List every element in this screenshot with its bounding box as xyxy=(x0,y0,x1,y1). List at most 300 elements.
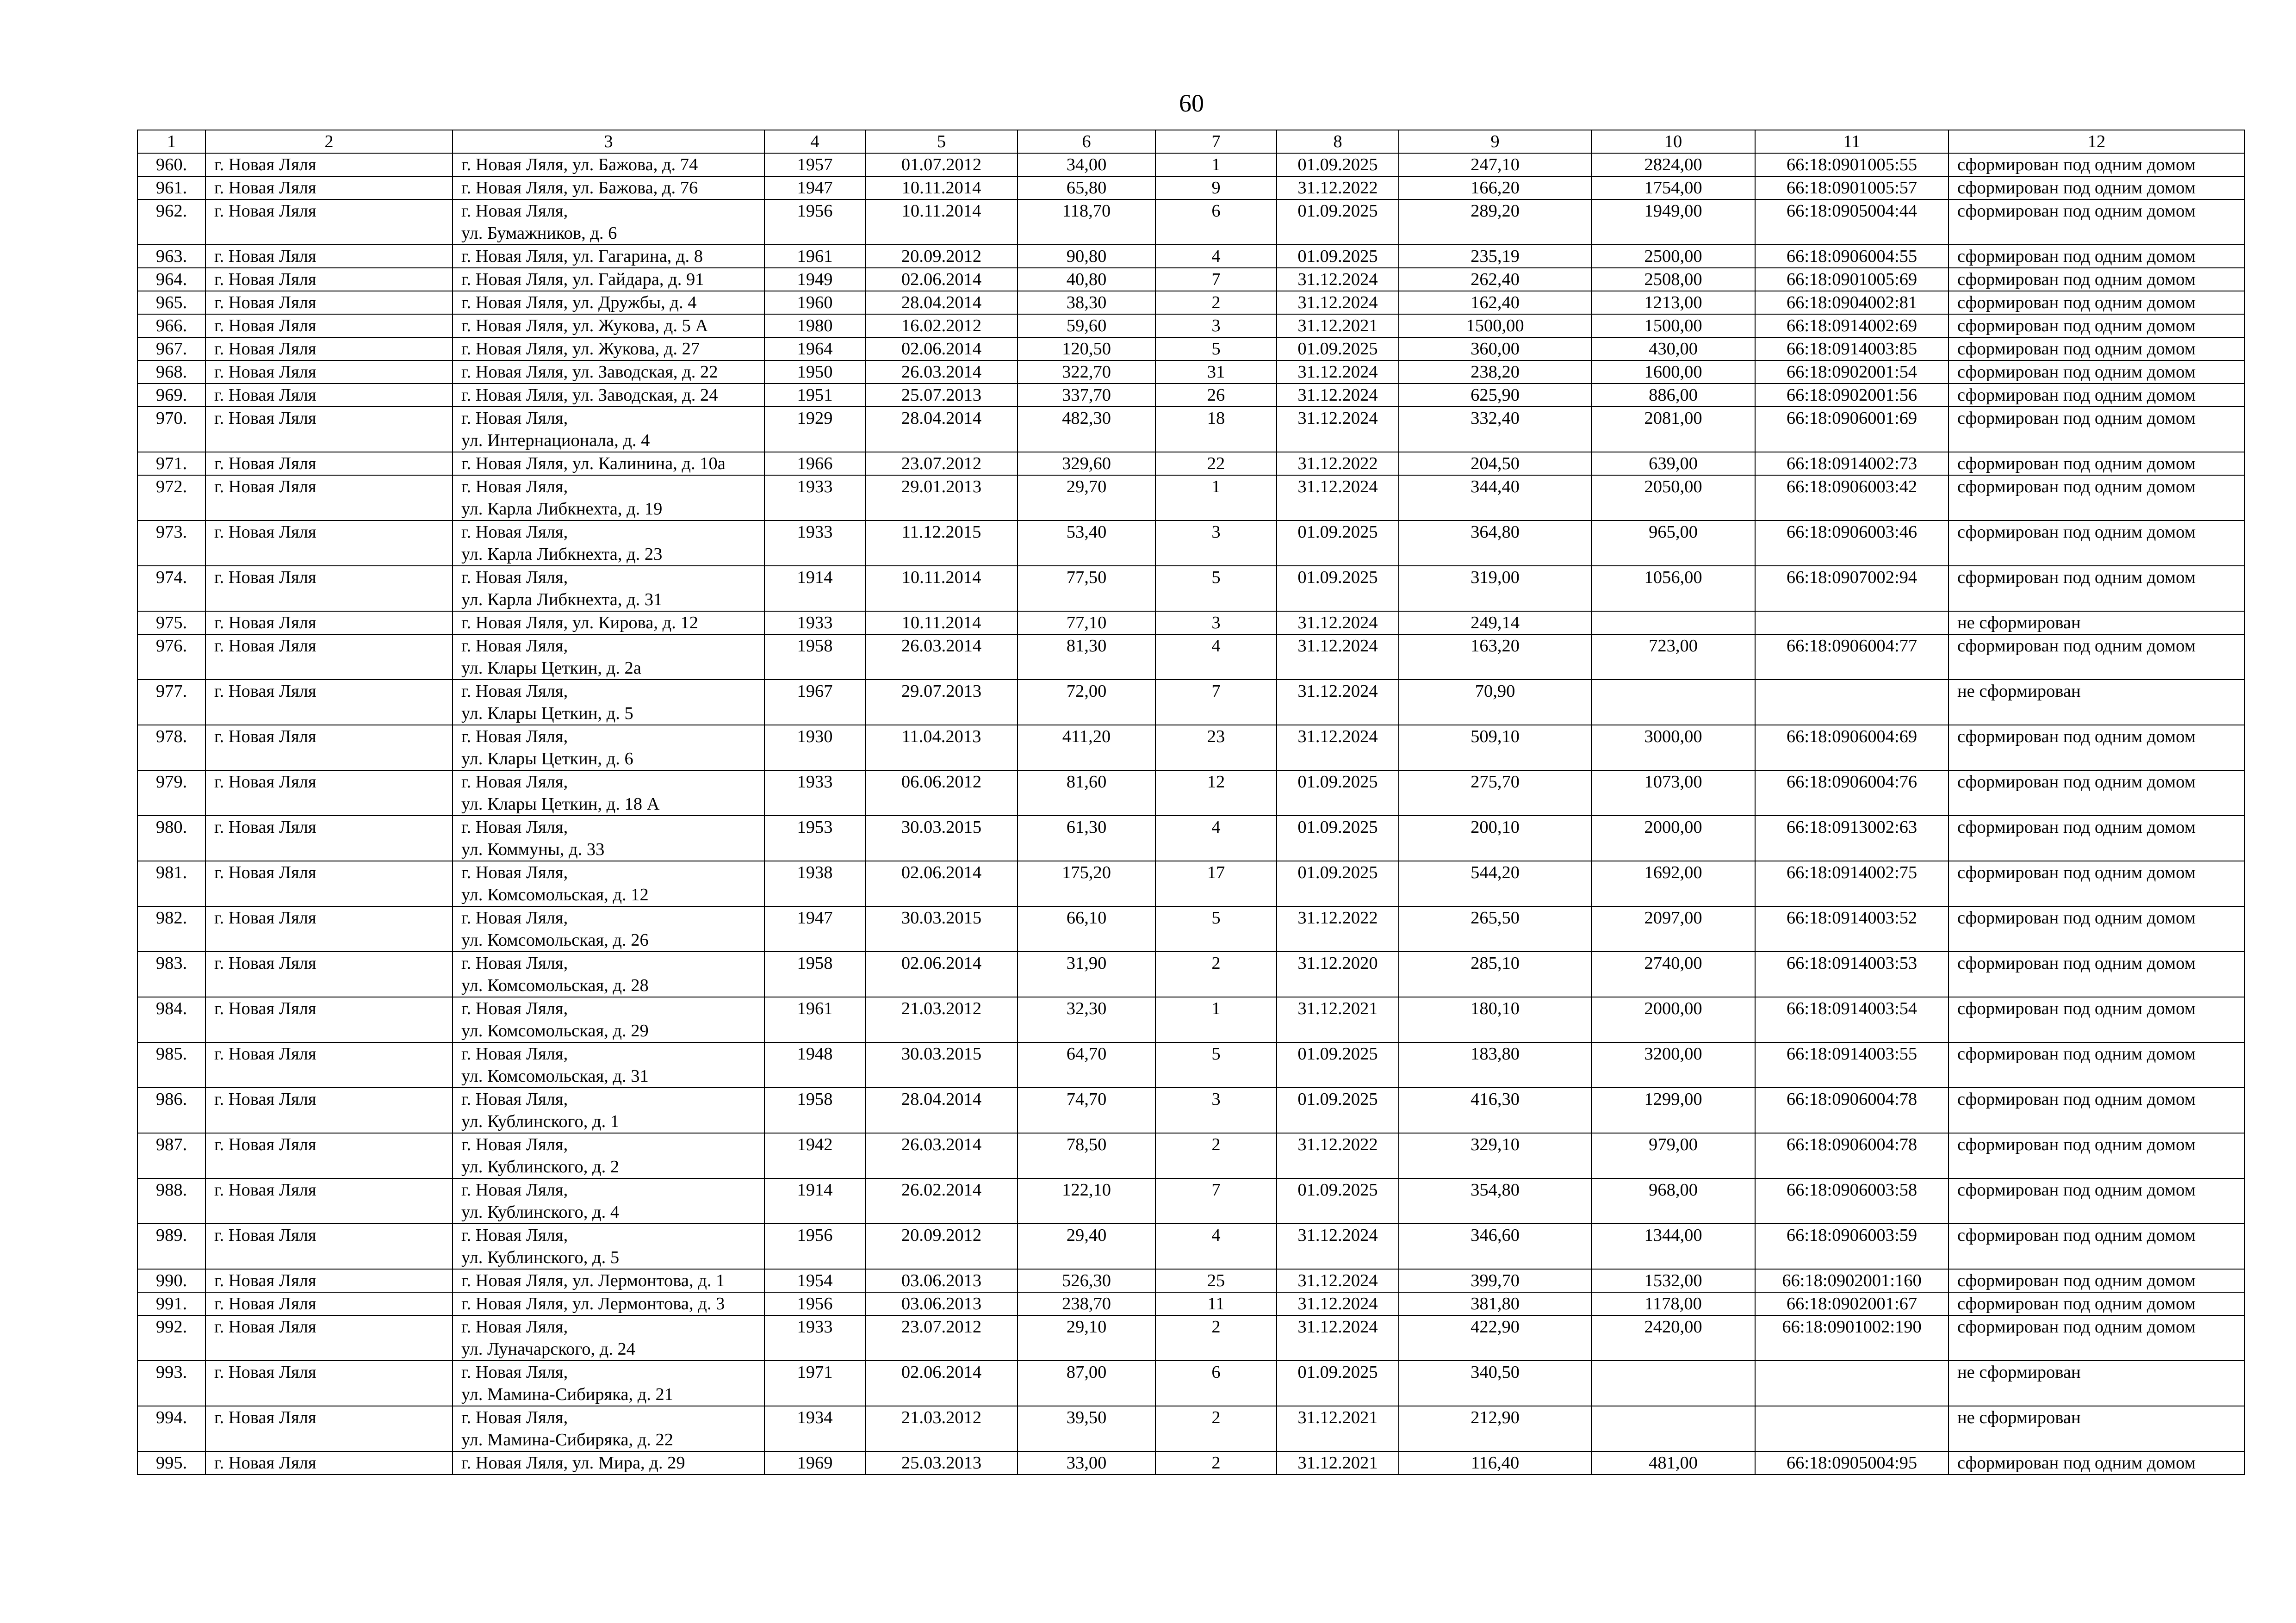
cell-address xyxy=(453,268,764,291)
table-row xyxy=(137,245,2245,268)
table-row xyxy=(137,407,2245,452)
cell-land-area: 639,00 xyxy=(1591,452,1755,475)
cell-area: 120,50 xyxy=(1018,337,1155,360)
cell-residents-count: 1 xyxy=(1155,153,1277,176)
cell-area: 90,80 xyxy=(1018,245,1155,268)
cell-land-status: сформирован под одним домом xyxy=(1948,1269,2245,1292)
cell-row-number: 974. xyxy=(137,566,205,611)
cell-land-area: 2050,00 xyxy=(1591,475,1755,520)
address-line: г. Новая Ляля, xyxy=(461,201,568,221)
cell-deadline-date: 31.12.2021 xyxy=(1277,997,1399,1042)
cell-deadline-date: 31.12.2024 xyxy=(1277,291,1399,314)
cell-build-year: 1948 xyxy=(764,1042,865,1088)
cell-inclusion-date: 21.03.2012 xyxy=(865,1406,1018,1451)
cell-land-area: 3000,00 xyxy=(1591,725,1755,770)
cell-build-year: 1933 xyxy=(764,770,865,816)
cell-inclusion-date: 28.04.2014 xyxy=(865,407,1018,452)
cell-row-number: 967. xyxy=(137,337,205,360)
cell-municipality: г. Новая Ляля xyxy=(205,407,453,452)
cell-municipality: г. Новая Ляля xyxy=(205,1088,453,1133)
cell-build-year: 1942 xyxy=(764,1133,865,1178)
address-line: г. Новая Ляля, xyxy=(461,954,568,973)
cell-land-area: 965,00 xyxy=(1591,520,1755,566)
cell-building-area: 329,10 xyxy=(1399,1133,1591,1178)
table-row xyxy=(137,337,2245,360)
cell-building-area: 346,60 xyxy=(1399,1224,1591,1269)
cell-municipality: г. Новая Ляля xyxy=(205,314,453,337)
cell-municipality: г. Новая Ляля xyxy=(205,337,453,360)
cell-build-year: 1980 xyxy=(764,314,865,337)
cell-address xyxy=(453,199,764,245)
cell-residents-count: 5 xyxy=(1155,1042,1277,1088)
cell-building-area: 364,80 xyxy=(1399,520,1591,566)
address-line: ул. Карла Либкнехта, д. 23 xyxy=(461,545,663,564)
cell-inclusion-date: 11.12.2015 xyxy=(865,520,1018,566)
table-row xyxy=(137,906,2245,952)
cell-area: 66,10 xyxy=(1018,906,1155,952)
cell-deadline-date: 01.09.2025 xyxy=(1277,566,1399,611)
cell-land-status: сформирован под одним домом xyxy=(1948,268,2245,291)
cell-address xyxy=(453,452,764,475)
cell-residents-count: 11 xyxy=(1155,1292,1277,1315)
address-line: ул. Комсомольская, д. 29 xyxy=(461,1021,649,1041)
cell-area: 61,30 xyxy=(1018,816,1155,861)
cell-address xyxy=(453,360,764,384)
address-line: ул. Комсомольская, д. 12 xyxy=(461,885,649,904)
address-line: ул. Комсомольская, д. 26 xyxy=(461,930,649,950)
address-line: г. Новая Ляля, xyxy=(461,908,568,928)
cell-inclusion-date: 26.03.2014 xyxy=(865,1133,1018,1178)
cell-residents-count: 25 xyxy=(1155,1269,1277,1292)
cell-residents-count: 2 xyxy=(1155,291,1277,314)
cell-cadastral-number: 66:18:0902001:160 xyxy=(1755,1269,1948,1292)
table-row xyxy=(137,634,2245,680)
cell-land-status: сформирован под одним домом xyxy=(1948,906,2245,952)
table-body xyxy=(137,153,2245,1474)
cell-municipality: г. Новая Ляля xyxy=(205,1178,453,1224)
table-row xyxy=(137,475,2245,520)
cell-building-area: 116,40 xyxy=(1399,1451,1591,1474)
cell-municipality: г. Новая Ляля xyxy=(205,176,453,199)
cell-cadastral-number: 66:18:0902001:54 xyxy=(1755,360,1948,384)
cell-cadastral-number: 66:18:0914003:53 xyxy=(1755,952,1948,997)
cell-area: 87,00 xyxy=(1018,1361,1155,1406)
cell-residents-count: 26 xyxy=(1155,384,1277,407)
cell-area: 122,10 xyxy=(1018,1178,1155,1224)
column-header-3: 3 xyxy=(453,130,764,153)
cell-deadline-date: 31.12.2024 xyxy=(1277,1269,1399,1292)
cell-municipality: г. Новая Ляля xyxy=(205,680,453,725)
table-row xyxy=(137,1133,2245,1178)
column-number-row xyxy=(137,130,2245,153)
cell-land-area: 979,00 xyxy=(1591,1133,1755,1178)
cell-cadastral-number: 66:18:0906004:76 xyxy=(1755,770,1948,816)
cell-inclusion-date: 10.11.2014 xyxy=(865,199,1018,245)
cell-cadastral-number: 66:18:0914002:69 xyxy=(1755,314,1948,337)
cell-row-number: 985. xyxy=(137,1042,205,1088)
cell-inclusion-date: 03.06.2013 xyxy=(865,1292,1018,1315)
cell-land-area: 1949,00 xyxy=(1591,199,1755,245)
cell-area: 78,50 xyxy=(1018,1133,1155,1178)
cell-inclusion-date: 02.06.2014 xyxy=(865,1361,1018,1406)
table-row xyxy=(137,952,2245,997)
cell-row-number: 962. xyxy=(137,199,205,245)
cell-cadastral-number xyxy=(1755,1361,1948,1406)
address-line: г. Новая Ляля, ул. Гайдара, д. 91 xyxy=(461,270,704,289)
address-line: ул. Кублинского, д. 1 xyxy=(461,1112,620,1131)
cell-area: 482,30 xyxy=(1018,407,1155,452)
cell-inclusion-date: 02.06.2014 xyxy=(865,337,1018,360)
cell-area: 38,30 xyxy=(1018,291,1155,314)
cell-land-status: сформирован под одним домом xyxy=(1948,770,2245,816)
cell-deadline-date: 31.12.2024 xyxy=(1277,1315,1399,1361)
table-row xyxy=(137,1088,2245,1133)
cell-land-area: 2000,00 xyxy=(1591,997,1755,1042)
cell-land-status: сформирован под одним домом xyxy=(1948,291,2245,314)
cell-row-number: 980. xyxy=(137,816,205,861)
cell-build-year: 1971 xyxy=(764,1361,865,1406)
cell-land-area: 2420,00 xyxy=(1591,1315,1755,1361)
cell-address xyxy=(453,816,764,861)
cell-land-status: сформирован под одним домом xyxy=(1948,199,2245,245)
cell-area: 81,60 xyxy=(1018,770,1155,816)
cell-municipality: г. Новая Ляля xyxy=(205,906,453,952)
cell-municipality: г. Новая Ляля xyxy=(205,770,453,816)
cell-row-number: 969. xyxy=(137,384,205,407)
cell-deadline-date: 31.12.2024 xyxy=(1277,360,1399,384)
cell-municipality: г. Новая Ляля xyxy=(205,199,453,245)
address-line: ул. Луначарского, д. 24 xyxy=(461,1339,636,1359)
cell-land-status: сформирован под одним домом xyxy=(1948,1292,2245,1315)
cell-build-year: 1947 xyxy=(764,906,865,952)
cell-municipality: г. Новая Ляля xyxy=(205,1269,453,1292)
cell-cadastral-number xyxy=(1755,1406,1948,1451)
cell-building-area: 247,10 xyxy=(1399,153,1591,176)
cell-land-status: сформирован под одним домом xyxy=(1948,360,2245,384)
cell-land-area: 1213,00 xyxy=(1591,291,1755,314)
table-row xyxy=(137,1224,2245,1269)
table-row xyxy=(137,153,2245,176)
cell-building-area: 204,50 xyxy=(1399,452,1591,475)
cell-land-status: сформирован под одним домом xyxy=(1948,1315,2245,1361)
cell-area: 29,40 xyxy=(1018,1224,1155,1269)
cell-address xyxy=(453,680,764,725)
cell-municipality: г. Новая Ляля xyxy=(205,997,453,1042)
cell-building-area: 416,30 xyxy=(1399,1088,1591,1133)
cell-cadastral-number: 66:18:0906004:78 xyxy=(1755,1133,1948,1178)
cell-inclusion-date: 02.06.2014 xyxy=(865,952,1018,997)
address-line: ул. Кублинского, д. 2 xyxy=(461,1157,620,1177)
address-line: ул. Клары Цеткин, д. 18 А xyxy=(461,794,660,814)
cell-land-status: сформирован под одним домом xyxy=(1948,1042,2245,1088)
cell-land-area: 1299,00 xyxy=(1591,1088,1755,1133)
cell-row-number: 995. xyxy=(137,1451,205,1474)
cell-row-number: 990. xyxy=(137,1269,205,1292)
cell-cadastral-number: 66:18:0906003:58 xyxy=(1755,1178,1948,1224)
address-line: ул. Карла Либкнехта, д. 31 xyxy=(461,590,663,609)
cell-deadline-date: 31.12.2022 xyxy=(1277,452,1399,475)
cell-cadastral-number: 66:18:0906004:78 xyxy=(1755,1088,1948,1133)
cell-build-year: 1933 xyxy=(764,611,865,634)
cell-municipality: г. Новая Ляля xyxy=(205,566,453,611)
column-header-10: 10 xyxy=(1591,130,1755,153)
cell-row-number: 993. xyxy=(137,1361,205,1406)
cell-land-status: сформирован под одним домом xyxy=(1948,384,2245,407)
cell-build-year: 1961 xyxy=(764,997,865,1042)
cell-inclusion-date: 30.03.2015 xyxy=(865,816,1018,861)
cell-building-area: 275,70 xyxy=(1399,770,1591,816)
table-row xyxy=(137,770,2245,816)
cell-residents-count: 4 xyxy=(1155,816,1277,861)
cell-cadastral-number: 66:18:0906004:55 xyxy=(1755,245,1948,268)
cell-inclusion-date: 29.01.2013 xyxy=(865,475,1018,520)
cell-deadline-date: 31.12.2022 xyxy=(1277,906,1399,952)
cell-address xyxy=(453,245,764,268)
cell-inclusion-date: 21.03.2012 xyxy=(865,997,1018,1042)
cell-inclusion-date: 26.03.2014 xyxy=(865,634,1018,680)
cell-land-area: 2500,00 xyxy=(1591,245,1755,268)
cell-building-area: 265,50 xyxy=(1399,906,1591,952)
address-line: г. Новая Ляля, ул. Заводская, д. 22 xyxy=(461,362,718,382)
cell-cadastral-number: 66:18:0901002:190 xyxy=(1755,1315,1948,1361)
cell-row-number: 982. xyxy=(137,906,205,952)
cell-cadastral-number: 66:18:0906004:77 xyxy=(1755,634,1948,680)
cell-building-area: 360,00 xyxy=(1399,337,1591,360)
cell-residents-count: 3 xyxy=(1155,611,1277,634)
cell-land-area xyxy=(1591,611,1755,634)
cell-deadline-date: 31.12.2021 xyxy=(1277,1451,1399,1474)
cell-cadastral-number: 66:18:0902001:56 xyxy=(1755,384,1948,407)
cell-row-number: 988. xyxy=(137,1178,205,1224)
cell-address xyxy=(453,1451,764,1474)
cell-inclusion-date: 02.06.2014 xyxy=(865,861,1018,906)
cell-build-year: 1954 xyxy=(764,1269,865,1292)
cell-row-number: 983. xyxy=(137,952,205,997)
cell-municipality: г. Новая Ляля xyxy=(205,268,453,291)
cell-land-status: сформирован под одним домом xyxy=(1948,1451,2245,1474)
cell-build-year: 1958 xyxy=(764,1088,865,1133)
cell-address xyxy=(453,906,764,952)
cell-deadline-date: 31.12.2022 xyxy=(1277,1133,1399,1178)
cell-build-year: 1961 xyxy=(764,245,865,268)
cell-build-year: 1956 xyxy=(764,199,865,245)
cell-building-area: 509,10 xyxy=(1399,725,1591,770)
cell-building-area: 183,80 xyxy=(1399,1042,1591,1088)
column-header-1: 1 xyxy=(137,130,205,153)
address-line: г. Новая Ляля, ул. Мира, д. 29 xyxy=(461,1453,685,1473)
cell-row-number: 970. xyxy=(137,407,205,452)
cell-address xyxy=(453,1406,764,1451)
table-row xyxy=(137,680,2245,725)
address-line: г. Новая Ляля, ул. Жукова, д. 5 А xyxy=(461,316,708,335)
cell-land-area: 2508,00 xyxy=(1591,268,1755,291)
cell-municipality: г. Новая Ляля xyxy=(205,360,453,384)
cell-row-number: 991. xyxy=(137,1292,205,1315)
cell-land-status: сформирован под одним домом xyxy=(1948,952,2245,997)
cell-build-year: 1956 xyxy=(764,1292,865,1315)
cell-residents-count: 5 xyxy=(1155,566,1277,611)
cell-land-area xyxy=(1591,680,1755,725)
cell-cadastral-number: 66:18:0914003:85 xyxy=(1755,337,1948,360)
cell-row-number: 961. xyxy=(137,176,205,199)
cell-residents-count: 7 xyxy=(1155,268,1277,291)
cell-residents-count: 5 xyxy=(1155,906,1277,952)
cell-area: 118,70 xyxy=(1018,199,1155,245)
address-line: г. Новая Ляля, xyxy=(461,1363,568,1382)
address-line: г. Новая Ляля, xyxy=(461,568,568,587)
cell-municipality: г. Новая Ляля xyxy=(205,1224,453,1269)
cell-land-area: 1532,00 xyxy=(1591,1269,1755,1292)
cell-cadastral-number: 66:18:0906003:59 xyxy=(1755,1224,1948,1269)
address-line: г. Новая Ляля, xyxy=(461,1226,568,1245)
cell-residents-count: 4 xyxy=(1155,634,1277,680)
table-row xyxy=(137,1042,2245,1088)
cell-building-area: 162,40 xyxy=(1399,291,1591,314)
cell-cadastral-number xyxy=(1755,680,1948,725)
cell-inclusion-date: 28.04.2014 xyxy=(865,1088,1018,1133)
cell-building-area: 544,20 xyxy=(1399,861,1591,906)
cell-cadastral-number: 66:18:0913002:63 xyxy=(1755,816,1948,861)
cell-residents-count: 7 xyxy=(1155,680,1277,725)
address-line: г. Новая Ляля, xyxy=(461,863,568,882)
cell-building-area: 319,00 xyxy=(1399,566,1591,611)
cell-building-area: 249,14 xyxy=(1399,611,1591,634)
cell-address xyxy=(453,520,764,566)
cell-build-year: 1953 xyxy=(764,816,865,861)
cell-land-area: 1692,00 xyxy=(1591,861,1755,906)
table-row xyxy=(137,314,2245,337)
cell-municipality: г. Новая Ляля xyxy=(205,1451,453,1474)
cell-land-status: сформирован под одним домом xyxy=(1948,337,2245,360)
cell-residents-count: 1 xyxy=(1155,997,1277,1042)
cell-building-area: 344,40 xyxy=(1399,475,1591,520)
cell-build-year: 1958 xyxy=(764,634,865,680)
table-row xyxy=(137,384,2245,407)
cell-address xyxy=(453,1315,764,1361)
cell-inclusion-date: 06.06.2012 xyxy=(865,770,1018,816)
cell-row-number: 986. xyxy=(137,1088,205,1133)
cell-land-area xyxy=(1591,1406,1755,1451)
cell-build-year: 1969 xyxy=(764,1451,865,1474)
cell-building-area: 70,90 xyxy=(1399,680,1591,725)
cell-land-status: сформирован под одним домом xyxy=(1948,1224,2245,1269)
cell-cadastral-number: 66:18:0906003:46 xyxy=(1755,520,1948,566)
cell-row-number: 987. xyxy=(137,1133,205,1178)
address-line: ул. Мамина-Сибиряка, д. 22 xyxy=(461,1430,674,1450)
cell-inclusion-date: 30.03.2015 xyxy=(865,1042,1018,1088)
cell-deadline-date: 01.09.2025 xyxy=(1277,1178,1399,1224)
cell-address xyxy=(453,1224,764,1269)
cell-inclusion-date: 23.07.2012 xyxy=(865,1315,1018,1361)
cell-cadastral-number: 66:18:0906003:42 xyxy=(1755,475,1948,520)
cell-land-area: 886,00 xyxy=(1591,384,1755,407)
cell-row-number: 963. xyxy=(137,245,205,268)
cell-address xyxy=(453,861,764,906)
cell-land-status: сформирован под одним домом xyxy=(1948,997,2245,1042)
cell-building-area: 332,40 xyxy=(1399,407,1591,452)
cell-municipality: г. Новая Ляля xyxy=(205,1042,453,1088)
cell-deadline-date: 01.09.2025 xyxy=(1277,770,1399,816)
housing-registry-table xyxy=(137,130,2245,1475)
cell-building-area: 212,90 xyxy=(1399,1406,1591,1451)
cell-row-number: 973. xyxy=(137,520,205,566)
cell-deadline-date: 31.12.2024 xyxy=(1277,680,1399,725)
cell-area: 59,60 xyxy=(1018,314,1155,337)
cell-area: 53,40 xyxy=(1018,520,1155,566)
column-header-5: 5 xyxy=(865,130,1018,153)
cell-address xyxy=(453,952,764,997)
cell-cadastral-number: 66:18:0902001:67 xyxy=(1755,1292,1948,1315)
cell-building-area: 381,80 xyxy=(1399,1292,1591,1315)
cell-residents-count: 7 xyxy=(1155,1178,1277,1224)
cell-area: 238,70 xyxy=(1018,1292,1155,1315)
address-line: ул. Клары Цеткин, д. 2а xyxy=(461,658,641,678)
cell-build-year: 1949 xyxy=(764,268,865,291)
cell-build-year: 1957 xyxy=(764,153,865,176)
address-line: г. Новая Ляля, xyxy=(461,727,568,746)
table-row xyxy=(137,176,2245,199)
cell-residents-count: 22 xyxy=(1155,452,1277,475)
table-row xyxy=(137,452,2245,475)
cell-deadline-date: 01.09.2025 xyxy=(1277,245,1399,268)
cell-area: 337,70 xyxy=(1018,384,1155,407)
cell-land-area: 2824,00 xyxy=(1591,153,1755,176)
cell-land-area xyxy=(1591,1361,1755,1406)
cell-building-area: 200,10 xyxy=(1399,816,1591,861)
cell-municipality: г. Новая Ляля xyxy=(205,952,453,997)
table-row xyxy=(137,725,2245,770)
address-line: г. Новая Ляля, ул. Лермонтова, д. 1 xyxy=(461,1271,725,1290)
address-line: ул. Комсомольская, д. 31 xyxy=(461,1066,649,1086)
cell-municipality: г. Новая Ляля xyxy=(205,816,453,861)
cell-land-area: 968,00 xyxy=(1591,1178,1755,1224)
table-row xyxy=(137,199,2245,245)
cell-row-number: 972. xyxy=(137,475,205,520)
address-line: г. Новая Ляля, xyxy=(461,1408,568,1427)
cell-row-number: 971. xyxy=(137,452,205,475)
cell-build-year: 1960 xyxy=(764,291,865,314)
cell-inclusion-date: 10.11.2014 xyxy=(865,176,1018,199)
address-line: г. Новая Ляля, ул. Дружбы, д. 4 xyxy=(461,293,697,312)
cell-deadline-date: 01.09.2025 xyxy=(1277,1042,1399,1088)
table-row xyxy=(137,611,2245,634)
cell-inclusion-date: 25.07.2013 xyxy=(865,384,1018,407)
cell-building-area: 235,19 xyxy=(1399,245,1591,268)
cell-building-area: 163,20 xyxy=(1399,634,1591,680)
cell-row-number: 981. xyxy=(137,861,205,906)
cell-deadline-date: 01.09.2025 xyxy=(1277,153,1399,176)
cell-area: 32,30 xyxy=(1018,997,1155,1042)
cell-area: 33,00 xyxy=(1018,1451,1155,1474)
cell-land-status: сформирован под одним домом xyxy=(1948,407,2245,452)
cell-deadline-date: 31.12.2021 xyxy=(1277,314,1399,337)
cell-cadastral-number: 66:18:0907002:94 xyxy=(1755,566,1948,611)
cell-row-number: 992. xyxy=(137,1315,205,1361)
cell-build-year: 1933 xyxy=(764,475,865,520)
address-line: г. Новая Ляля, ул. Калинина, д. 10а xyxy=(461,454,726,473)
cell-building-area: 625,90 xyxy=(1399,384,1591,407)
cell-deadline-date: 01.09.2025 xyxy=(1277,1361,1399,1406)
cell-build-year: 1947 xyxy=(764,176,865,199)
address-line: г. Новая Ляля, xyxy=(461,1317,568,1337)
cell-inclusion-date: 26.02.2014 xyxy=(865,1178,1018,1224)
cell-residents-count: 17 xyxy=(1155,861,1277,906)
cell-deadline-date: 31.12.2024 xyxy=(1277,1224,1399,1269)
cell-cadastral-number: 66:18:0901005:55 xyxy=(1755,153,1948,176)
cell-land-area: 1344,00 xyxy=(1591,1224,1755,1269)
cell-municipality: г. Новая Ляля xyxy=(205,1315,453,1361)
cell-municipality: г. Новая Ляля xyxy=(205,1361,453,1406)
